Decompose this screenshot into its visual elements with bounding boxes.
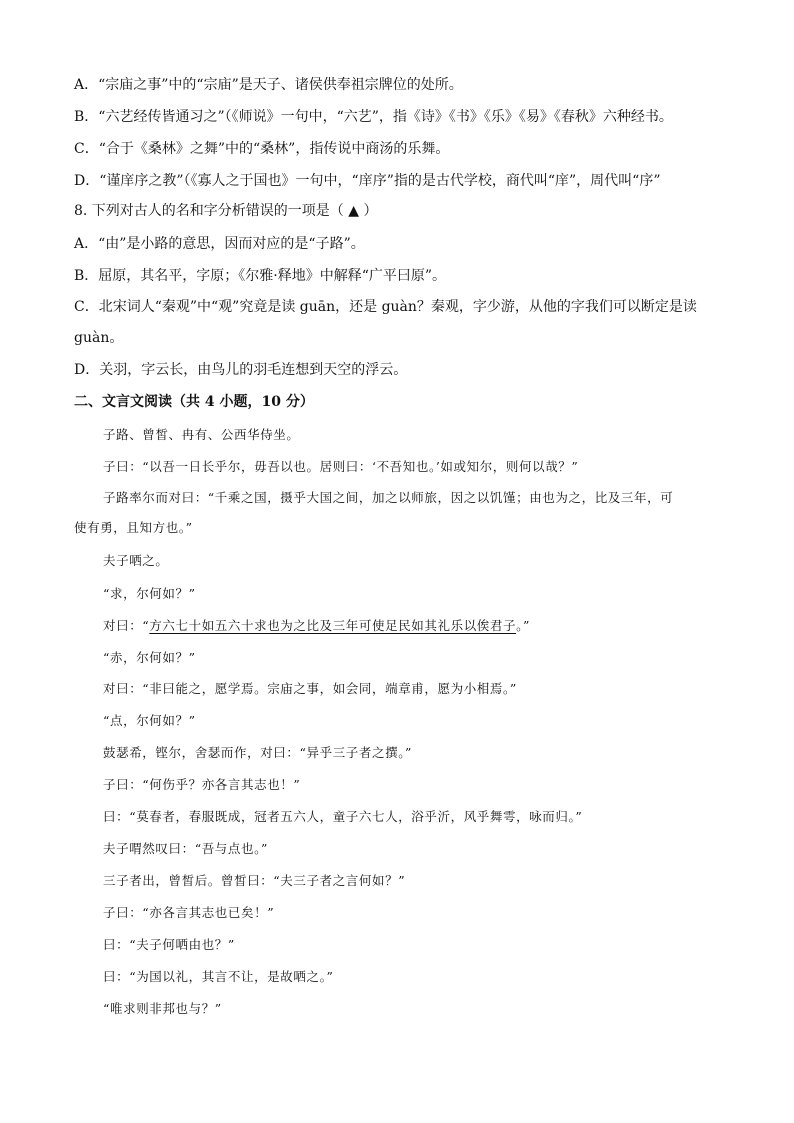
passage-paragraph: 对曰：“非曰能之，愿学焉。宗庙之事，如会同，端章甫，愿为小相焉。”: [103, 681, 517, 696]
option-7d: D．“谨庠序之教”（《寡人之于国也》一句中，“庠序”指的是古代学校，商代叫“庠”，周代叫“序”: [74, 173, 661, 189]
passage-paragraph-underlined: [103, 616, 734, 636]
text-suffix: 。”: [516, 618, 530, 633]
passage-paragraph: 子曰：“以吾一日长乎尔，毋吾以也。居则曰：‘不吾知也。’如或知尔，则何以哉？”: [103, 459, 579, 474]
passage-paragraph: 夫子哂之。: [103, 553, 169, 568]
option-7b: B．“六艺经传皆通习之”（《师说》一句中，“六艺”，指《诗》《书》《乐》《易》《春秋》六种经书。: [74, 109, 673, 125]
question-8-stem: 8. 下列对古人的名和字分析错误的一项是（ ▲ ）: [74, 203, 378, 219]
passage-paragraph: “唯求则非邦也与？”: [103, 1001, 222, 1016]
passage-paragraph: 曰：“莫春者，春服既成，冠者五六人，童子六七人，浴乎沂，风乎舞雩，咏而归。”: [103, 809, 583, 824]
passage-paragraph: 子曰：“亦各言其志也已矣！”: [103, 905, 275, 920]
option-7a: A．“宗庙之事”中的“宗庙”是天子、诸侯供奉祖宗牌位的处所。: [74, 77, 463, 93]
passage-paragraph: 曰：“夫子何哂由也？”: [103, 937, 235, 952]
option-8b: B．屈原，其名平，字原；《尔雅·释地》中解释“广平曰原”。: [74, 268, 447, 284]
passage-paragraph: 子路、曾皙、冉有、公西华侍坐。: [103, 427, 300, 442]
option-8c-line2: guàn。: [74, 330, 124, 346]
text-prefix: 对曰：“: [103, 618, 150, 633]
passage-paragraph: “求，尔何如？”: [103, 586, 196, 601]
option-8a: A．“由”是小路的意思，因而对应的是“子路”。: [74, 236, 365, 252]
passage-paragraph: 使有勇，且知方也。”: [74, 520, 193, 535]
passage-paragraph: 三子者出，曾皙后。曾皙曰：“夫三子者之言何如？”: [103, 873, 406, 888]
option-8d: D．关羽，字云长，由鸟儿的羽毛连想到天空的浮云。: [74, 362, 408, 378]
passage-paragraph: 夫子喟然叹曰：“吾与点也。”: [103, 841, 268, 856]
passage-paragraph: 曰：“为国以礼，其言不让，是故哂之。”: [103, 969, 334, 984]
underlined-sentence: 方六七十如五六十求也为之比及三年可使足民如其礼乐以俟君子: [149, 618, 517, 633]
passage-paragraph: 鼓瑟希，铿尔，舍瑟而作，对曰：“异乎三子者之撰。”: [103, 745, 413, 760]
passage-paragraph: “点，尔何如？”: [103, 713, 196, 728]
option-7c: C．“合于《桑林》之舞”中的“桑林”，指传说中商汤的乐舞。: [74, 141, 450, 157]
option-8c-line1: C．北宋词人“秦观”中“观”究竟是读 guān，还是 guàn？秦观，字少游，从他的字我们可以断定是读: [74, 299, 697, 315]
passage-paragraph: 子路率尔而对曰：“千乘之国，摄乎大国之间，加之以师旅，因之以饥馑；由也为之，比及三年，可: [103, 490, 674, 505]
section-heading: 二、文言文阅读（共 4 小题，10 分）: [74, 394, 314, 410]
passage-paragraph: 子曰：“何伤乎？亦各言其志也！”: [103, 777, 301, 792]
passage-paragraph: “赤，尔何如？”: [103, 650, 196, 665]
